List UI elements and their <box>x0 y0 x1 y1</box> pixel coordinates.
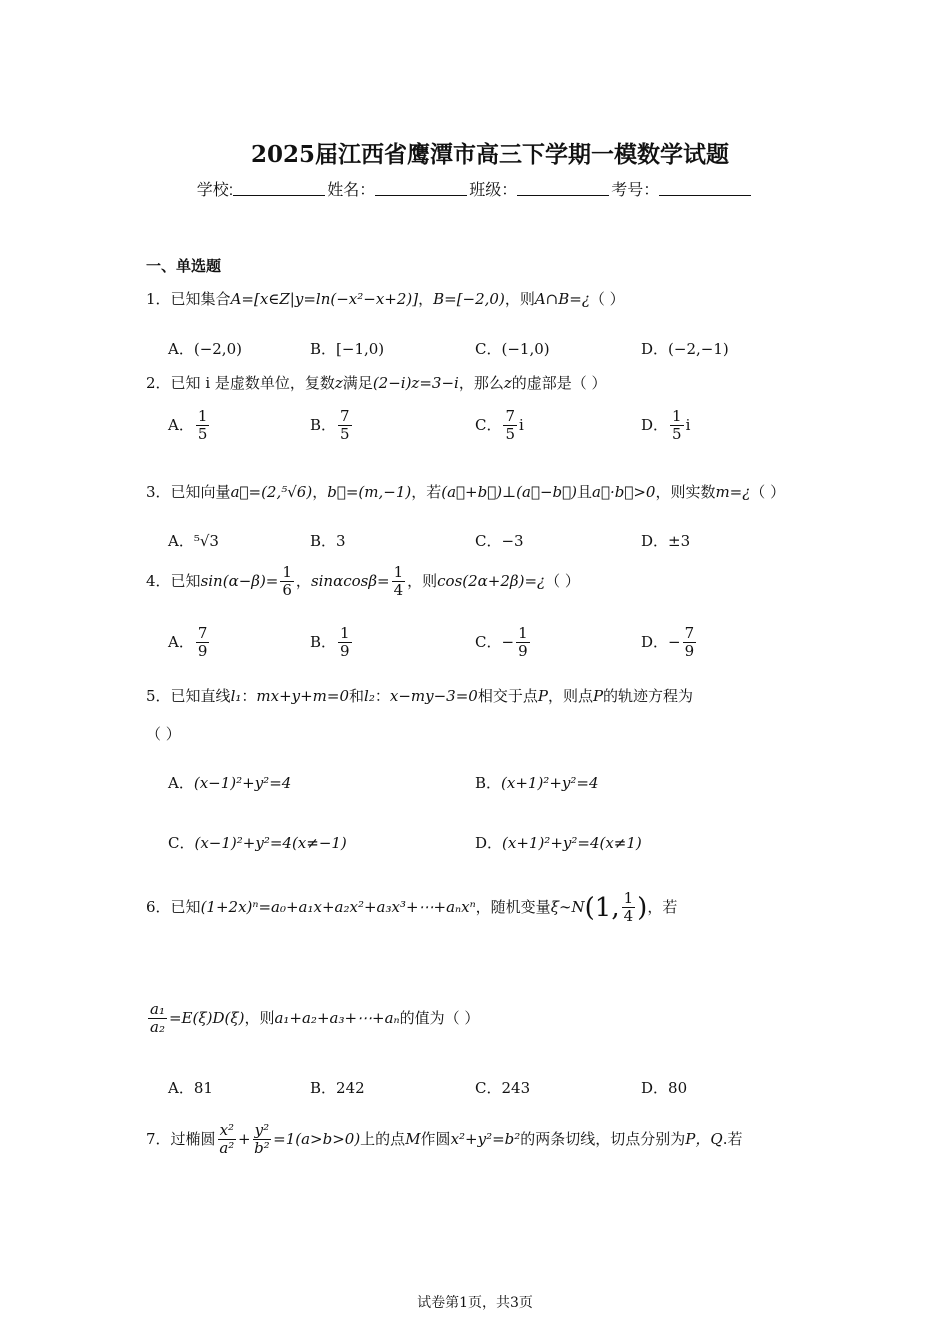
exam-no-blank <box>659 181 751 196</box>
stem-text: ，若 <box>411 483 442 501</box>
math-expr: l₂ <box>364 687 375 705</box>
student-info-line <box>0 177 950 200</box>
fraction <box>392 564 406 600</box>
question-3-stem <box>146 481 785 502</box>
answer-paren: （ ） <box>146 725 181 743</box>
option-text: ±3 <box>668 532 691 550</box>
stem-text: 已知 <box>170 897 201 916</box>
math-expr: A=[x∈Z|y=ln(−x²−x+2)] <box>230 290 419 308</box>
math-expr: a₁+a₂+a₃+⋯+aₙ <box>274 1008 400 1027</box>
option-label: B． <box>310 532 337 550</box>
math-expr: sin(α−β)= <box>200 571 279 590</box>
fraction <box>196 625 210 661</box>
numerator: y² <box>254 1121 270 1139</box>
answer-paren: （ ） <box>589 290 625 308</box>
denominator: 9 <box>197 642 208 661</box>
option-label: D． <box>475 834 503 852</box>
option-text: (−1,0) <box>501 340 550 358</box>
numerator: 1 <box>393 563 404 581</box>
page-title: 2025届江西省鹰潭市高三下学期一模数学试题 <box>250 141 729 168</box>
option-text: (−2,0) <box>193 340 242 358</box>
math-expr: b⃗=(m,−1) <box>327 483 412 501</box>
option-c[interactable] <box>475 1077 530 1098</box>
denominator: 9 <box>684 642 695 661</box>
numerator: 7 <box>505 407 516 425</box>
option-text: (−2,−1) <box>668 340 729 358</box>
math-expr: x−my−3=0 <box>389 687 478 705</box>
fraction <box>338 408 352 444</box>
math-expr: A∩B=¿ <box>534 290 590 308</box>
option-d[interactable] <box>641 625 698 661</box>
option-label: C． <box>475 1079 502 1097</box>
denominator: 6 <box>282 581 292 600</box>
stem-text: 已知 <box>170 571 201 590</box>
stem-text: 上的点 <box>360 1129 406 1148</box>
question-number: 7． <box>146 1129 171 1148</box>
question-2-stem <box>146 372 607 393</box>
school-blank <box>233 181 325 196</box>
stem-text: 的值为（ ） <box>399 1008 480 1027</box>
stem-text: ， <box>295 571 311 590</box>
question-1-stem <box>146 288 625 309</box>
stem-text: ，则点 <box>547 687 593 705</box>
stem-text: ，若 <box>647 897 678 916</box>
option-label: A． <box>168 415 194 434</box>
option-d[interactable] <box>641 408 690 444</box>
option-a[interactable] <box>168 408 211 444</box>
math-expr: a⃗·b⃗>0 <box>592 483 656 501</box>
stem-text: 已知向量 <box>170 483 231 501</box>
question-7-stem <box>146 1122 742 1158</box>
stem-text: 作圆 <box>420 1129 451 1148</box>
option-text: −3 <box>501 532 524 550</box>
math-expr: B=[−2,0) <box>433 290 505 308</box>
denominator: a² <box>219 1139 235 1158</box>
option-a[interactable] <box>168 1077 213 1098</box>
fraction <box>280 564 294 600</box>
math-expr: cos(2α+2β)=¿ <box>437 571 546 590</box>
math-expr: (2−i)z=3−i <box>372 374 459 392</box>
denominator: a₂ <box>150 1018 165 1037</box>
option-c[interactable] <box>475 530 524 551</box>
option-c[interactable] <box>475 338 550 359</box>
section-heading: 一、单选题 <box>146 257 222 275</box>
denominator: 5 <box>340 425 350 444</box>
option-label: C． <box>475 340 502 358</box>
option-suffix: i <box>519 415 524 434</box>
option-text: (x+1)²+y²=4(x≠1) <box>502 834 642 852</box>
option-text: 242 <box>336 1079 365 1097</box>
fraction <box>196 408 210 444</box>
option-label: A． <box>168 532 194 550</box>
numerator: 7 <box>340 407 350 425</box>
stem-text: ，则实数 <box>655 483 716 501</box>
option-b[interactable] <box>310 338 384 359</box>
math-expr: sinαcosβ= <box>310 571 390 590</box>
stem-text: 过椭圆 <box>170 1129 216 1148</box>
option-b[interactable] <box>310 530 346 551</box>
option-text: (x−1)²+y²=4(x≠−1) <box>194 834 347 852</box>
fraction <box>253 1122 272 1158</box>
option-label: D． <box>641 415 669 434</box>
stem-text: ，则 <box>504 290 535 308</box>
question-4-stem <box>146 564 580 600</box>
stem-text: ，则 <box>407 571 438 590</box>
stem-text: 已知集合 <box>170 290 231 308</box>
fraction <box>503 408 517 444</box>
option-b[interactable] <box>310 1077 365 1098</box>
school-label: 学校: <box>196 182 234 199</box>
question-5-stem <box>146 685 693 706</box>
page-footer: 试卷第1页，共3页 <box>417 1295 533 1311</box>
stem-text: ， <box>418 290 434 308</box>
denominator: 5 <box>672 425 682 444</box>
math-expr: =E(ξ)D(ξ) <box>168 1008 245 1027</box>
numerator: 1 <box>623 889 634 907</box>
numerator: 7 <box>197 624 208 642</box>
option-label: C． <box>475 532 502 550</box>
numerator: 1 <box>197 407 208 425</box>
math-expr: z <box>503 374 512 392</box>
stem-text: 和 <box>349 687 365 705</box>
denominator: b² <box>254 1139 270 1158</box>
math-expr: P <box>592 687 604 705</box>
denominator: 4 <box>393 581 404 600</box>
option-b[interactable] <box>310 625 354 661</box>
option-label: A． <box>168 1079 194 1097</box>
stem-text: ，则 <box>244 1008 275 1027</box>
answer-paren: （ ） <box>545 571 580 590</box>
option-label: B． <box>475 774 502 792</box>
class-blank <box>517 181 609 196</box>
stem-text: ： <box>374 687 390 705</box>
math-expr: (1, <box>584 892 620 923</box>
option-label: B． <box>310 340 337 358</box>
numerator: 1 <box>672 407 682 425</box>
class-label: 班级： <box>469 182 518 199</box>
numerator: 1 <box>340 624 350 642</box>
denominator: 5 <box>197 425 208 444</box>
option-sign: − <box>501 632 515 651</box>
stem-text: ，那么 <box>458 374 504 392</box>
answer-paren: （ ） <box>750 483 786 501</box>
name-label: 姓名： <box>327 182 376 199</box>
option-label: B． <box>310 632 337 651</box>
option-label: C． <box>168 834 195 852</box>
math-expr: P <box>537 687 548 705</box>
math-expr: z <box>334 374 343 392</box>
option-text: 80 <box>668 1079 688 1097</box>
option-d[interactable] <box>641 338 729 359</box>
option-a[interactable] <box>168 772 291 793</box>
option-text: 243 <box>501 1079 531 1097</box>
name-blank <box>375 181 467 196</box>
option-text: [−1,0) <box>336 340 385 358</box>
option-label: A． <box>168 340 194 358</box>
fraction <box>670 408 684 444</box>
question-number: 3． <box>146 483 171 501</box>
numerator: 1 <box>282 563 292 581</box>
stem-text: ，随机变量 <box>475 897 551 916</box>
option-label: B． <box>310 415 337 434</box>
denominator: 9 <box>340 642 350 661</box>
fraction <box>516 625 530 661</box>
option-a[interactable] <box>168 625 211 661</box>
option-c[interactable] <box>475 625 532 661</box>
numerator: 7 <box>684 624 695 642</box>
question-6-stem-line2 <box>146 1001 479 1037</box>
fraction <box>622 890 636 926</box>
option-d[interactable] <box>641 1077 687 1098</box>
option-suffix: i <box>685 415 691 434</box>
question-number: 5． <box>146 687 171 705</box>
math-expr: l₁ <box>230 687 242 705</box>
option-c[interactable] <box>475 408 524 444</box>
math-expr: =1(a>b>0) <box>273 1129 361 1148</box>
stem-text: 的两条切线，切点分别为 <box>520 1129 686 1148</box>
fraction <box>683 625 697 661</box>
math-expr: mx+y+m=0 <box>256 687 350 705</box>
fraction <box>218 1122 236 1158</box>
option-b[interactable] <box>475 772 599 793</box>
stem-text: 的虚部是（ ） <box>511 374 607 392</box>
option-b[interactable] <box>310 408 354 444</box>
question-6-stem <box>146 890 677 926</box>
stem-text: 的轨迹方程为 <box>603 687 694 705</box>
option-a[interactable] <box>168 530 219 551</box>
option-text: 81 <box>193 1079 213 1097</box>
option-label: C． <box>475 632 502 651</box>
exam-no-label: 考号： <box>611 182 660 199</box>
option-d[interactable] <box>641 530 690 551</box>
stem-text: 满足 <box>342 374 373 392</box>
option-label: A． <box>168 632 194 651</box>
stem-text: 且 <box>576 483 592 501</box>
numerator: x² <box>219 1121 235 1139</box>
option-c[interactable] <box>168 832 347 853</box>
stem-text: ： <box>241 687 257 705</box>
numerator: 1 <box>518 624 528 642</box>
fraction <box>338 625 352 661</box>
math-expr: x²+y²=b² <box>450 1129 521 1148</box>
option-label: D． <box>641 340 669 358</box>
option-label: D． <box>641 632 669 651</box>
stem-text: 相交于点 <box>477 687 538 705</box>
numerator: a₁ <box>150 1000 165 1018</box>
option-label: C． <box>475 415 502 434</box>
math-expr: M <box>405 1129 421 1148</box>
option-label: D． <box>641 532 669 550</box>
option-a[interactable] <box>168 338 242 359</box>
question-number: 6． <box>146 897 171 916</box>
math-expr: m=¿ <box>715 483 751 501</box>
option-text: 3 <box>336 532 346 550</box>
stem-text: 已知 i 是虚数单位，复数 <box>170 374 335 392</box>
stem-text: 已知直线 <box>170 687 231 705</box>
question-number: 1． <box>146 290 171 308</box>
option-label: B． <box>310 1079 337 1097</box>
denominator: 5 <box>505 425 516 444</box>
option-text: (x+1)²+y²=4 <box>501 774 599 792</box>
math-expr: P，Q <box>685 1129 723 1148</box>
math-expr: + <box>238 1129 251 1148</box>
denominator: 9 <box>518 642 528 661</box>
stem-text: .若 <box>722 1129 743 1148</box>
math-expr: (1+2x)ⁿ=a₀+a₁x+a₂x²+a₃x³+⋯+aₙxⁿ <box>200 897 476 916</box>
math-expr: ξ∼N <box>550 897 585 916</box>
option-label: A． <box>168 774 194 792</box>
fraction <box>148 1001 167 1037</box>
stem-text: ， <box>312 483 328 501</box>
option-text: (x−1)²+y²=4 <box>193 774 292 792</box>
math-expr: (a⃗+b⃗)⊥(a⃗−b⃗) <box>441 483 577 501</box>
option-label: D． <box>641 1079 669 1097</box>
math-expr: ) <box>637 892 648 923</box>
option-sign: − <box>668 632 681 651</box>
option-d[interactable] <box>475 832 642 853</box>
question-number: 4． <box>146 571 171 590</box>
question-number: 2． <box>146 374 171 392</box>
denominator: 4 <box>623 907 634 926</box>
math-expr: a⃗=(2,⁵√6) <box>230 483 313 501</box>
option-text: ⁵√3 <box>193 532 219 550</box>
